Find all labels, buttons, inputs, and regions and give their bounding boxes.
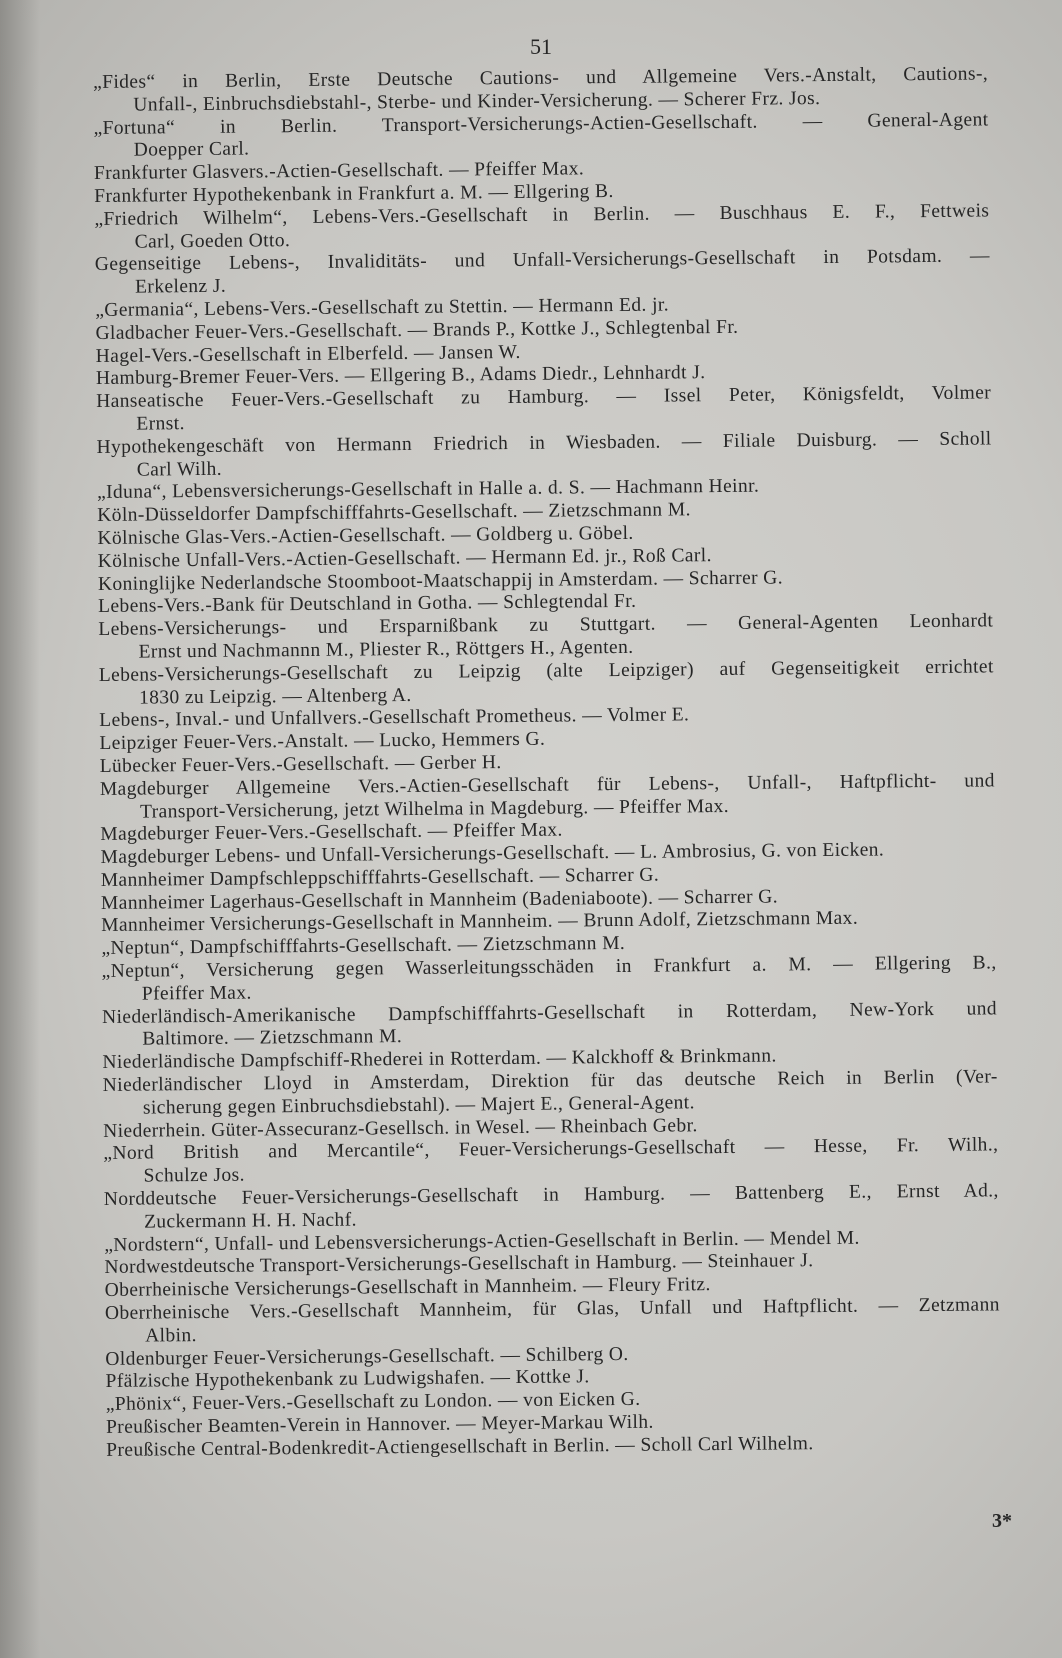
entry-line: Magdeburger Allgemeine Vers.-Actien-Gesellschaft für Lebens-, Unfall-, Haftpflicht- und bbox=[99, 770, 995, 800]
entry-continuation-line: Carl, Goeden Otto. bbox=[134, 229, 291, 253]
entry-line: „Neptun“, Versicherung gegen Wasserleitungsschäden in Frankfurt a. M. — Ellgering B., bbox=[101, 952, 997, 983]
entry-line: „Phönix“, Feuer-Vers.-Gesellschaft zu London. — von Eicken G. bbox=[105, 1389, 641, 1416]
scan-edge-shadow bbox=[0, 0, 40, 1658]
entry-continuation-line: Baltimore. — Zietzschmann M. bbox=[142, 1026, 403, 1051]
entry-line: „Fortuna“ in Berlin. Transport-Versicherungs-Actien-Gesellschaft. — General-Agent bbox=[93, 109, 989, 139]
entry-line: Kölnische Glas-Vers.-Actien-Gesellschaft. — Goldberg u. Göbel. bbox=[97, 522, 634, 549]
entry-line: Mannheimer Dampfschleppschifffahrts-Gesellschaft. — Scharrer G. bbox=[100, 864, 660, 891]
entry-continuation-line: Albin. bbox=[145, 1324, 197, 1347]
entry-line: Niederländische Dampfschiff-Rhederei in Rotterdam. — Kalckhoff & Brinkmann. bbox=[102, 1045, 777, 1074]
entry-line: Gegenseitige Lebens-, Invaliditäts- und Unfall-Versicherungs-Gesellschaft in Potsdam. — bbox=[94, 245, 990, 276]
signature-mark: 3* bbox=[992, 1510, 1012, 1532]
entry-continuation-line: Unfall-, Einbruchsdiebstahl-, Sterbe- und Kinder-Versicherung. — Scherer Frz. Jos. bbox=[133, 87, 821, 116]
entry-line: Kölnische Unfall-Vers.-Actien-Gesellschaft. — Hermann Ed. jr., Roß Carl. bbox=[97, 544, 712, 572]
entry-line: Niederrhein. Güter-Assecuranz-Gesellsch. in Wesel. — Rheinbach Gebr. bbox=[103, 1114, 698, 1142]
entry-continuation-line: Schulze Jos. bbox=[143, 1164, 245, 1187]
entry-continuation-line: Ernst und Nachmannn M., Pliester R., Röttgers H., Agenten. bbox=[138, 636, 634, 663]
entry-line: Hagel-Vers.-Gesellschaft in Elberfeld. — Jansen W. bbox=[95, 341, 521, 367]
page-number: 51 bbox=[530, 34, 552, 59]
entry-line: Niederländischer Lloyd in Amsterdam, Direktion für das deutsche Reich in Berlin (Ver- bbox=[102, 1066, 998, 1097]
entry-line: Hamburg-Bremer Feuer-Vers. — Ellgering B., Adams Diedr., Lehnhardt J. bbox=[95, 362, 706, 390]
entry-line: Köln-Düsseldorfer Dampfschifffahrts-Gesellschaft. — Zietzschmann M. bbox=[97, 499, 691, 527]
entry-line: Pfälzische Hypothekenbank zu Ludwigshafen. — Kottke J. bbox=[105, 1366, 590, 1393]
entry-line: Mannheimer Versicherungs-Gesellschaft in Mannheim. — Brunn Adolf, Zietzschmann Max. bbox=[101, 908, 859, 937]
entry-line: „Friedrich Wilhelm“, Lebens-Vers.-Gesellschaft in Berlin. — Buschhaus E. F., Fettweis bbox=[94, 200, 990, 230]
entry-line: Koninglijke Nederlandsche Stoomboot-Maatschappij in Amsterdam. — Scharrer G. bbox=[97, 566, 784, 595]
entry-line: Niederländisch-Amerikanische Dampfschifffahrts-Gesellschaft in Rotterdam, New-York und bbox=[101, 998, 998, 1028]
directory-entries bbox=[93, 63, 1001, 1462]
entry-continuation-line: Carl Wilh. bbox=[136, 458, 223, 481]
entry-continuation-line: 1830 zu Leipzig. — Altenberg A. bbox=[138, 684, 412, 709]
entry-line: Oberrheinische Versicherungs-Gesellschaft in Mannheim. — Fleury Fritz. bbox=[104, 1274, 711, 1302]
entry-line: Preußische Central-Bodenkredit-Actiengesellschaft in Berlin. — Scholl Carl Wilhelm. bbox=[106, 1432, 814, 1461]
entry-line: Lübecker Feuer-Vers.-Gesellschaft. — Gerber H. bbox=[99, 752, 502, 777]
entry-line: Gladbacher Feuer-Vers.-Gesellschaft. — Brands P., Kottke J., Schlegtenbal Fr. bbox=[95, 316, 739, 344]
entry-line: Mannheimer Lagerhaus-Gesellschaft in Mannheim (Badeniaboote). — Scharrer G. bbox=[100, 886, 779, 914]
entry-line: Frankfurter Glasvers.-Actien-Gesellschaft. — Pfeiffer Max. bbox=[93, 158, 585, 185]
entry-line: Hypothekengeschäft von Hermann Friedrich in Wiesbaden. — Filiale Duisburg. — Scholl bbox=[96, 428, 992, 458]
entry-line: Nordwestdeutsche Transport-Versicherungs-Gesellschaft in Hamburg. — Steinhauer J. bbox=[104, 1250, 814, 1279]
entry-continuation-line: Transport-Versicherung, jetzt Wilhelma in Magdeburg. — Pfeiffer Max. bbox=[140, 795, 730, 823]
entry-line: „Iduna“, Lebensversicherungs-Gesellschaft in Halle a. d. S. — Hachmann Heinr. bbox=[96, 475, 760, 504]
entry-line: Magdeburger Feuer-Vers.-Gesellschaft. — Pfeiffer Max. bbox=[100, 819, 563, 846]
entry-continuation-line: Zuckermann H. H. Nachf. bbox=[143, 1209, 357, 1233]
entry-line: Lebens-Versicherungs-Gesellschaft zu Leipzig (alte Leipziger) auf Gegenseitigkeit errichtet bbox=[98, 656, 994, 686]
entry-line: Leipziger Feuer-Vers.-Anstalt. — Lucko, Hemmers G. bbox=[99, 728, 546, 755]
entry-line: „Nordstern“, Unfall- und Lebensversicherungs-Actien-Gesellschaft in Berlin. — Mendel M. bbox=[104, 1227, 860, 1256]
entry-line: Lebens-Versicherungs- und Ersparnißbank zu Stuttgart. — General-Agenten Leonhardt bbox=[98, 610, 994, 641]
entry-line: Preußischer Beamten-Verein in Hannover. — Meyer-Markau Wilh. bbox=[105, 1411, 654, 1438]
entry-line: „Neptun“, Dampfschifffahrts-Gesellschaft. — Zietzschmann M. bbox=[101, 933, 626, 960]
entry-continuation-line: Ernst. bbox=[136, 413, 185, 435]
entry-line: Magdeburger Lebens- und Unfall-Versicherungs-Gesellschaft. — L. Ambrosius, G. von Eicken. bbox=[100, 839, 885, 869]
entry-line: Lebens-Vers.-Bank für Deutschland in Gotha. — Schlegtendal Fr. bbox=[98, 591, 637, 618]
entry-continuation-line: Erkelenz J. bbox=[134, 275, 227, 298]
entry-line: Oldenburger Feuer-Versicherungs-Gesellschaft. — Schilberg O. bbox=[105, 1343, 629, 1370]
entry-continuation-line: sicherung gegen Einbruchsdiebstahl). — Majert E., General-Agent. bbox=[142, 1092, 695, 1119]
entry-line: Frankfurter Hypothekenbank in Frankfurt a. M. — Ellgering B. bbox=[94, 180, 614, 207]
entry-line: „Nord British and Mercantile“, Feuer-Versicherungs-Gesellschaft — Hesse, Fr. Wilh., bbox=[103, 1134, 999, 1165]
entry-continuation-line: Doepper Carl. bbox=[133, 138, 250, 162]
entry-line: Norddeutsche Feuer-Versicherungs-Gesellschaft in Hamburg. — Battenberg E., Ernst Ad., bbox=[103, 1180, 999, 1210]
entry-line: Hanseatische Feuer-Vers.-Gesellschaft zu Hamburg. — Issel Peter, Königsfeldt, Volmer bbox=[96, 382, 992, 413]
entry-line: „Fides“ in Berlin, Erste Deutsche Cautions- und Allgemeine Vers.-Anstalt, Cautions-, bbox=[93, 63, 989, 93]
entry-line: Oberrheinische Vers.-Gesellschaft Mannheim, für Glas, Unfall und Haftpflicht. — Zetzmann bbox=[104, 1294, 1000, 1324]
entry-line: „Germania“, Lebens-Vers.-Gesellschaft zu Stettin. — Hermann Ed. jr. bbox=[95, 294, 670, 321]
entry-continuation-line: Pfeiffer Max. bbox=[141, 982, 252, 1005]
entry-line: Lebens-, Inval.- und Unfallvers.-Gesellschaft Prometheus. — Volmer E. bbox=[99, 704, 690, 732]
